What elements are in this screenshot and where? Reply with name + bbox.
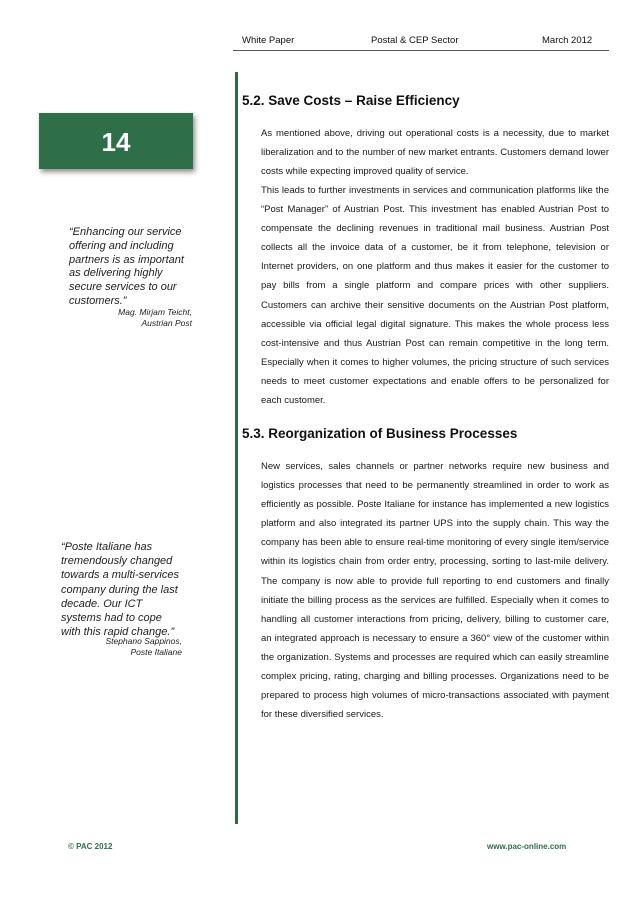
attribution-org: Poste Italiane xyxy=(130,647,182,657)
sidebar-quote-1 xyxy=(69,226,219,309)
section-title-5-3: 5.3. Reorganization of Business Processes xyxy=(242,426,518,441)
quote-line: “Enhancing our service xyxy=(69,226,182,238)
header-sector: Postal & CEP Sector xyxy=(371,35,459,46)
header-doc-type: White Paper xyxy=(242,35,295,46)
section-5-2-paragraph-2: This leads to further investments in services and communication platforms like the “Post Manager” of Austrian Post. This investment has enabled Austrian Post to compensate the declining revenues in traditional mail business. Austrian Post collects all the invoice data of a customer, be it from telephone, television or Internet providers, on one platform and thus makes it easier for the customer to pay bills from a single platform and compare prices with other suppliers. Customers can archive their sensitive documents on the Austrian Post platform, accessible via official legal digital signature. This makes the whole process less cost-intensive and thus Austrian Post can remain competitive in the long term. Especially when it comes to higher volumes, the pricing structure of such services needs to meet customer expectations and enable offers to be personalized for each customer. xyxy=(261,185,609,407)
sidebar-quote-1-attribution xyxy=(100,307,192,329)
quote-line: towards a multi-services xyxy=(61,569,179,582)
quote-line: partners is as important xyxy=(69,253,184,266)
attribution-org: Austrian Post xyxy=(141,318,192,328)
quote-line: company during the last xyxy=(61,583,178,596)
quote-line: secure services to our xyxy=(69,281,177,294)
quote-line: tremendously changed xyxy=(61,555,173,568)
quote-line: customers.” xyxy=(69,294,127,307)
quote-line: “Poste Italiane has xyxy=(61,541,153,553)
section-title-5-2: 5.2. Save Costs – Raise Efficiency xyxy=(242,93,460,108)
quote-line: as delivering highly xyxy=(69,267,163,280)
footer-copyright: © PAC 2012 xyxy=(68,842,113,851)
quote-line: offering and including xyxy=(69,239,174,252)
vertical-divider xyxy=(235,72,238,824)
attribution-name: Stephano Sappinos, xyxy=(105,636,182,646)
attribution-name: Mag. Mirjam Teicht, xyxy=(118,307,192,317)
sidebar-quote-2-attribution xyxy=(90,636,182,658)
header-date: March 2012 xyxy=(542,35,593,46)
page-number-box xyxy=(39,113,193,169)
quote-line: systems had to cope xyxy=(61,612,162,625)
quote-line: decade. Our ICT xyxy=(61,597,143,610)
quote-line: with this rapid change.” xyxy=(61,626,175,639)
section-5-2-paragraph-1: As mentioned above, driving out operational costs is a necessity, due to market liberalization and to the number of new market entrants. Customers demand lower costs while expecting improved quality of service. xyxy=(261,128,609,178)
section-5-3-paragraph-1: New services, sales channels or partner networks require new business and logistics processes that need to be permanently streamlined in order to work as efficiently as possible. Poste Italiane for instance has implemented a new logistics platform and also integrated its partner UPS into the supply chain. This way the company has been able to ensure real-time monitoring of every single item/service within its logistics chain from order entry, processing, sorting to last-mile delivery. The company is now able to provide full reporting to end customers and finally initiate the billing process as the services are fulfilled. Especially when it comes to handling all customer interactions from pricing, delivery, billing to customer care, an integrated approach is necessary to ensure a 360° view of the customer within the organization. Systems and processes are required which can easily streamline complex pricing, rating, charging and billing processes. Organizations need to be prepared to process high volumes of micro-transactions associated with payment for these diversified services. xyxy=(261,461,609,721)
footer-website-link[interactable]: www.pac-online.com xyxy=(487,842,567,851)
page-number: 14 xyxy=(101,127,131,157)
header-rule xyxy=(233,50,609,51)
sidebar-quote-2 xyxy=(61,540,221,639)
